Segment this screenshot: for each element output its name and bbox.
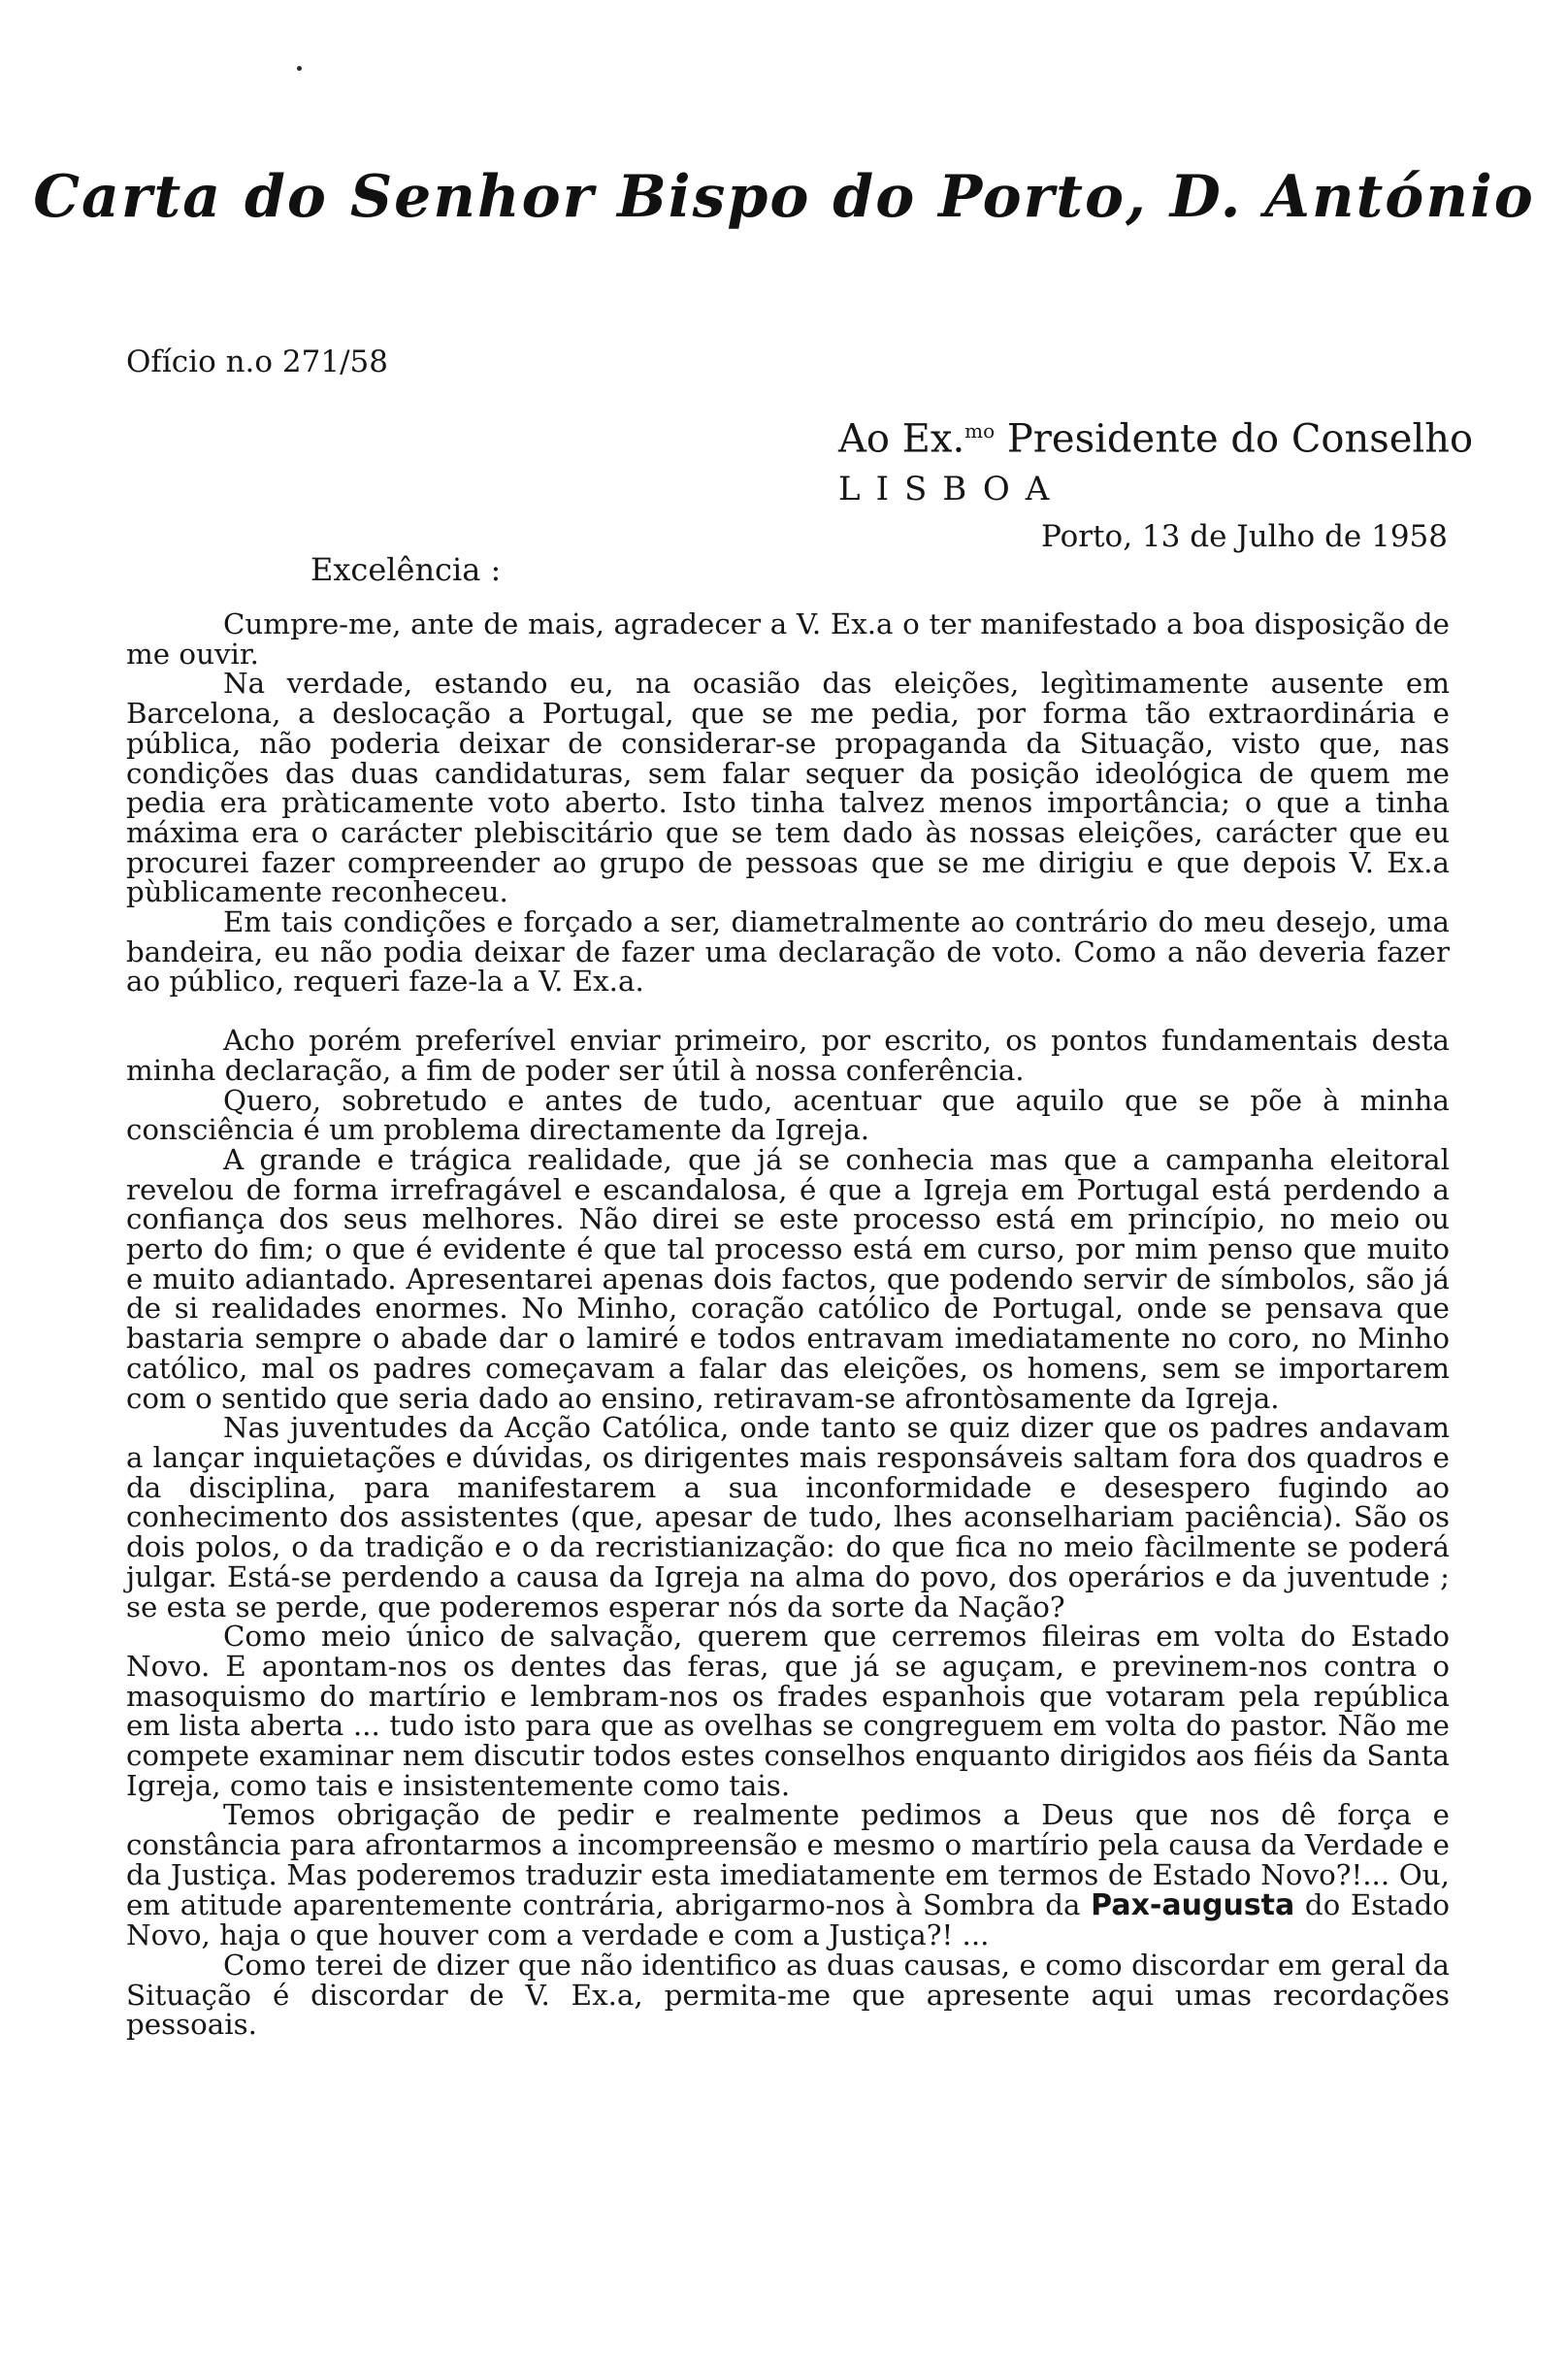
addressee-prefix: Ao Ex. bbox=[838, 416, 965, 462]
dateline: Porto, 13 de Julho de 1958 bbox=[1041, 519, 1448, 554]
pax-before: Temos obrigação de pedir e realmente pedimos a Deus que nos dê força e constância para afrontarmos a incompreensão e mesmo o martírio pela causa da Verdade e da Justiça. Mas poderemos traduzir esta imediatamente em termos de Estado Novo?!... Ou, em atitude aparentemente contrária, abrigarmo-nos à Sombra da bbox=[126, 1798, 1450, 1921]
addressee-title: Presidente do Conselho bbox=[995, 416, 1474, 462]
letter-title: Carta do Senhor Bispo do Porto, D. António bbox=[33, 163, 1535, 231]
paragraph: Em tais condições e forçado a ser, diametralmente ao contrário do meu desejo, uma bandeira, eu não podia deixar de fazer uma declaração de voto. Como a não deveria fazer ao público, requeri faze-la a V. Ex.a. bbox=[126, 905, 1450, 999]
paragraph: A grande e trágica realidade, que já se conhecia mas que a campanha eleitoral revelou de forma irrefragável e escandalosa, é que a Igreja em Portugal está perdendo a confiança dos seus melhores. Não direi se este processo está em princípio, no meio ou perto do fim; o que é evidente é que tal processo está em curso, por mim penso que muito e muito adiantado. Apresentarei apenas dois factos, que podendo servir de símbolos, são já de si realidades enormes. No Minho, coração católico de Portugal, onde se pensava que bastaria sempre o abade dar o lamiré e todos entravam imediatamente no coro, no Minho católico, mal os padres começavam a falar das eleições, os homens, sem se importarem com o sentido que seria dado ao ensino, retiravam-se afrontòsamente da Igreja. bbox=[126, 1142, 1450, 1415]
paragraph: Como terei de dizer que não identifico as duas causas, e como discordar em geral da Situação é discordar de V. Ex.a, permita-me que apresente aqui umas recordações pessoais. bbox=[126, 1948, 1450, 2042]
paragraph: Como meio único de salvação, querem que cerremos fileiras em volta do Estado Novo. E apontam-nos os dentes das feras, que já se aguçam, e previnem-nos contra o masoquismo do martírio e lembram-nos os frades espanhois que votaram pela república em lista aberta ... tudo isto para que as ovelhas se congreguem em volta do pastor. Não me compete examinar nem discutir todos estes conselhos enquanto dirigidos aos fiéis da Santa Igreja, como tais e insistentemente como tais. bbox=[126, 1620, 1450, 1802]
pax-after: do Estado Novo, haja o que houver com a verdade e com a Justiça?! ... bbox=[126, 1887, 1450, 1952]
paragraph: Nas juventudes da Acção Católica, onde tanto se quiz dizer que os padres andavam a lançar inquietações e dúvidas, os dirigentes mais responsáveis saltam fora dos quadros e da disciplina, para manifestarem a sua inconformidade e desespero fugindo ao conhecimento dos assistentes (que, apesar de tudo, lhes aconselhariam paciência). São os dois polos, o da tradição e o da recristianização: do que fica no meio fàcilmente se poderá julgar. Está-se perdendo a causa da Igreja na alma do povo, dos operários e da juventude ; se esta se perde, que poderemos esperar nós da sorte da Nação? bbox=[126, 1411, 1450, 1623]
addressee-block bbox=[838, 406, 1473, 514]
pax-augusta-emphasis: Pax-augusta bbox=[1091, 1887, 1295, 1922]
paragraph: Acho porém preferível enviar primeiro, por escrito, os pontos fundamentais desta minha declaração, a fim de poder ser útil à nossa conferência. bbox=[126, 1024, 1450, 1087]
stray-dot bbox=[297, 66, 302, 71]
letter-body bbox=[126, 609, 1450, 2040]
addressee-city: LISBOA bbox=[838, 470, 1065, 509]
paragraph: Cumpre-me, ante de mais, agradecer a V. Ex.a o ter manifestado a boa disposição de me ouvir. bbox=[126, 607, 1450, 671]
addressee-superscript: mo bbox=[964, 419, 996, 442]
reference-number: Ofício n.o 271/58 bbox=[126, 344, 388, 379]
paragraph: Quero, sobretudo e antes de tudo, acentuar que aquilo que se põe à minha consciência é um problema directamente da Igreja. bbox=[126, 1083, 1450, 1147]
greeting: Excelência : bbox=[310, 551, 502, 588]
paragraph: Na verdade, estando eu, na ocasião das eleições, legìtimamente ausente em Barcelona, a deslocação a Portugal, que se me pedia, por forma tão extraordinária e pública, não poderia deixar de considerar-se propaganda da Situação, visto que, nas condições das duas candidaturas, sem falar sequer da posição ideológica de quem me pedia era pràticamente voto aberto. Isto tinha talvez menos importância; o que a tinha máxima era o carácter plebiscitário que se tem dado às nossas eleições, carácter que eu procurei fazer compreender ao grupo de pessoas que se me dirigiu e que depois V. Ex.a pùblicamente reconheceu. bbox=[126, 667, 1450, 909]
addressee-line bbox=[838, 406, 1473, 464]
paragraph-pax bbox=[126, 1800, 1450, 1950]
